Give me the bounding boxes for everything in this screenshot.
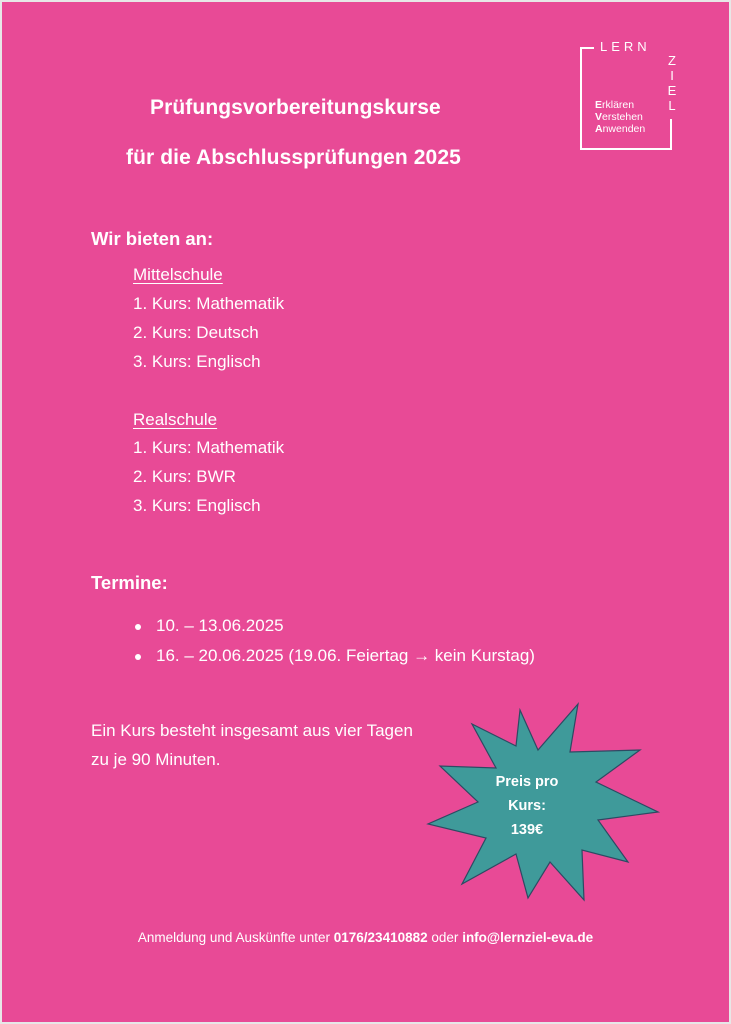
logo-letter-e: E xyxy=(667,83,677,98)
course-item: 2. Kurs: BWR xyxy=(133,467,236,486)
price-text xyxy=(482,770,572,842)
offer-heading: Wir bieten an: xyxy=(91,228,214,249)
course-item: 3. Kurs: Englisch xyxy=(133,352,261,371)
school-realschule-heading: Realschule xyxy=(133,410,218,429)
logo-letter-z: Z xyxy=(668,53,676,68)
title-line-1: Prüfungsvorbereitungskurse xyxy=(150,96,441,119)
title-line-2: für die Abschlussprüfungen 2025 xyxy=(126,146,461,169)
logo-tagline-3: Anwenden xyxy=(595,123,646,135)
price-label-2: Kurs: xyxy=(508,798,546,814)
logo-letter-l: L xyxy=(668,98,676,113)
course-item: 1. Kurs: Mathematik xyxy=(133,438,285,457)
course-item: 3. Kurs: Englisch xyxy=(133,496,261,515)
bullet-dot xyxy=(135,654,141,660)
logo-frame-right xyxy=(670,119,672,150)
course-info-line-1: Ein Kurs besteht insgesamt aus vier Tagen xyxy=(91,721,413,740)
logo-letter-i: I xyxy=(670,68,674,83)
flyer-page xyxy=(2,2,729,1022)
logo-frame-bottom xyxy=(580,148,672,150)
logo-tagline-2: Verstehen xyxy=(595,111,643,123)
footer-text: Anmeldung und Auskünfte unter xyxy=(137,930,330,945)
school-mittelschule-heading: Mittelschule xyxy=(133,265,223,284)
footer-connector: oder xyxy=(431,930,459,945)
logo-frame-top xyxy=(580,47,594,49)
logo-tagline-1: Erklären xyxy=(595,99,635,111)
footer-phone[interactable]: 0176/23410882 xyxy=(333,930,428,945)
course-item: 1. Kurs: Mathematik xyxy=(133,294,285,313)
price-label-1: Preis pro xyxy=(495,774,559,790)
logo-word-side xyxy=(664,53,680,113)
footer-email[interactable]: info@lernziel-eva.de xyxy=(462,930,594,945)
bullet-dot xyxy=(135,624,141,630)
date-item: 16. – 20.06.2025 (19.06. Feiertag → kein Kurstag) xyxy=(156,646,535,665)
lernziel-logo xyxy=(580,39,690,150)
dates-heading: Termine: xyxy=(91,572,168,593)
logo-frame-left xyxy=(580,47,582,150)
course-info-line-2: zu je 90 Minuten. xyxy=(91,750,221,769)
logo-word-top: LERN xyxy=(600,39,651,54)
course-item: 2. Kurs: Deutsch xyxy=(133,323,259,342)
footer-contact xyxy=(2,930,729,945)
date-item: 10. – 13.06.2025 xyxy=(156,616,284,635)
price-value: 139€ xyxy=(510,822,544,838)
